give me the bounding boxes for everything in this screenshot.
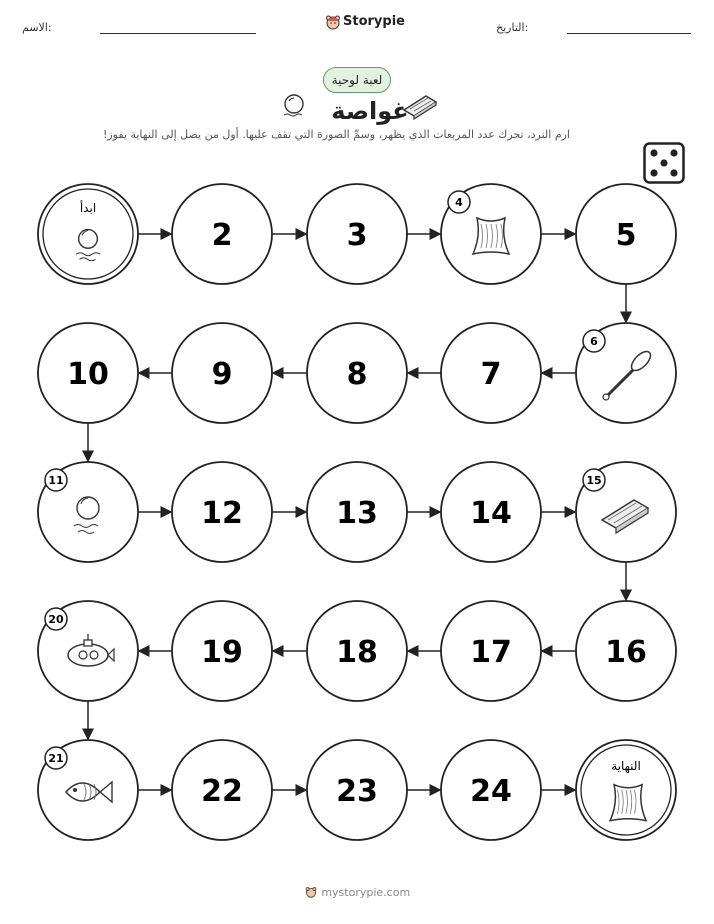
board-square-22: [172, 740, 272, 840]
square-number: 11: [48, 474, 64, 487]
board-square-13: [307, 462, 407, 562]
end-label: النهاية: [611, 759, 641, 773]
board-square-6: [576, 323, 676, 423]
square-number: 18: [336, 635, 378, 670]
board-square-18: [307, 601, 407, 701]
square-number: 12: [201, 496, 243, 531]
board-square-4: [441, 184, 541, 284]
square-number: 5: [615, 218, 637, 253]
board-square-9: [172, 323, 272, 423]
square-number: 19: [201, 635, 243, 670]
square-number: 20: [48, 613, 64, 626]
leather-icon: [610, 785, 646, 821]
date-label: التاريخ:: [496, 21, 529, 34]
footer: [0, 886, 714, 899]
board-square-14: [441, 462, 541, 562]
square-number: 7: [480, 357, 502, 392]
end-square: [576, 740, 676, 840]
board-square-12: [172, 462, 272, 562]
board-square-21: [38, 740, 138, 840]
board-square-2: [172, 184, 272, 284]
board-square-11: [38, 462, 138, 562]
board-square-24: [441, 740, 541, 840]
square-number: 3: [346, 218, 368, 253]
square-number: 23: [336, 774, 378, 809]
square-number: 21: [48, 752, 64, 765]
board-square-17: [441, 601, 541, 701]
square-number: 9: [211, 357, 233, 392]
brand-name: Storypie: [343, 14, 405, 29]
square-number: 10: [67, 357, 109, 392]
square-number: 6: [590, 335, 598, 348]
leather-icon: [473, 218, 509, 254]
square-number: 14: [470, 496, 512, 531]
square-number: 22: [201, 774, 243, 809]
square-number: 8: [346, 357, 368, 392]
board-square-19: [172, 601, 272, 701]
square-number: 16: [605, 635, 647, 670]
square-number: 15: [586, 474, 602, 487]
square-number: 17: [470, 635, 512, 670]
start-label: ابدأ: [79, 201, 97, 215]
board-square-20: [38, 601, 138, 701]
board-square-23: [307, 740, 407, 840]
square-number: 24: [470, 774, 512, 809]
page-title: غواصة: [331, 97, 409, 125]
board-square-5: [576, 184, 676, 284]
name-label: الاسم:: [22, 21, 52, 34]
board-square-15: [576, 462, 676, 562]
start-square: [38, 184, 138, 284]
board-game-pill: لعبة لوحية: [323, 67, 391, 93]
board-square-3: [307, 184, 407, 284]
board-square-7: [441, 323, 541, 423]
square-number: 13: [336, 496, 378, 531]
board-square-8: [307, 323, 407, 423]
board-square-16: [576, 601, 676, 701]
footer-url: mystorypie.com: [321, 886, 411, 899]
square-number: 4: [455, 196, 463, 209]
board-square-10: [38, 323, 138, 423]
bear-footer-icon: [304, 886, 318, 898]
square-number: 2: [211, 218, 233, 253]
instructions: ارم النرد، تحرك عدد المربعات الذي يظهر، وسمِّ الصورة التي تقف عليها. أول من يصل إلى النهاية يفوز!: [102, 128, 570, 141]
